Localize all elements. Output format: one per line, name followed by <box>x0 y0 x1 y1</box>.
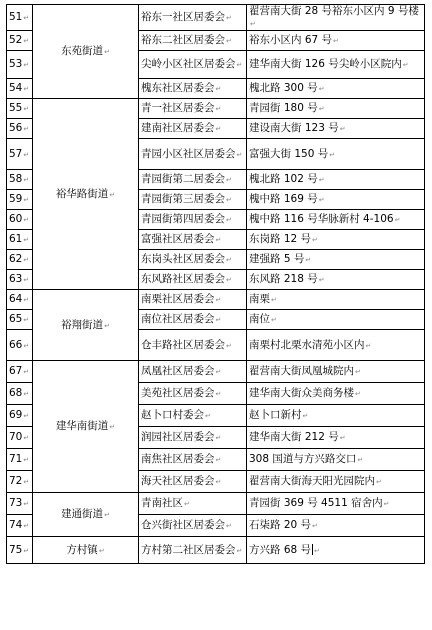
row-number <box>7 383 33 405</box>
paragraph-mark: ↵ <box>23 150 30 159</box>
table-row <box>7 537 425 564</box>
committee-address-text: 翟营南大街凤凰城院内 <box>249 365 354 377</box>
paragraph-mark: ↵ <box>23 196 30 204</box>
row-number-text: 58 <box>9 173 23 185</box>
committee-address-text: 方兴路 68 号 <box>249 543 312 556</box>
paragraph-mark: ↵ <box>333 37 339 45</box>
paragraph-mark: ↵ <box>250 20 256 28</box>
committee-name <box>139 471 247 493</box>
paragraph-mark: ↵ <box>226 176 232 184</box>
paragraph-mark: ↵ <box>314 546 320 555</box>
row-number <box>7 230 33 250</box>
paragraph-mark: ↵ <box>23 412 30 420</box>
row-number <box>7 493 33 515</box>
committee-address <box>247 139 425 170</box>
committee-address-text: 东风路 218 号 <box>249 273 318 285</box>
committee-address-text: 槐北路 102 号 <box>249 173 318 185</box>
paragraph-mark: ↵ <box>236 61 243 69</box>
street-name-text: 建华南街道 <box>55 420 109 432</box>
paragraph-mark: ↵ <box>376 478 382 486</box>
paragraph-mark: ↵ <box>302 412 309 420</box>
committee-address <box>247 270 425 290</box>
paragraph-mark: ↵ <box>23 105 30 113</box>
paragraph-mark: ↵ <box>23 390 30 398</box>
text-cursor <box>312 544 313 555</box>
row-number-text: 72 <box>9 475 23 487</box>
committee-name <box>139 449 247 471</box>
committee-name <box>139 270 247 290</box>
row-number <box>7 5 33 31</box>
table-row <box>7 5 425 31</box>
committee-name <box>139 427 247 449</box>
row-number-text: 73 <box>9 497 23 509</box>
committee-name <box>139 230 247 250</box>
paragraph-mark: ↵ <box>205 412 211 420</box>
paragraph-mark: ↵ <box>104 48 110 56</box>
committee-address <box>247 99 425 119</box>
paragraph-mark: ↵ <box>109 190 116 199</box>
committee-name <box>139 79 247 99</box>
paragraph-mark: ↵ <box>215 434 222 442</box>
paragraph-mark: ↵ <box>104 511 110 519</box>
table-row <box>7 493 425 515</box>
row-number-text: 55 <box>9 102 23 114</box>
paragraph-mark: ↵ <box>312 236 318 244</box>
street-name <box>33 5 139 99</box>
paragraph-mark: ↵ <box>305 256 312 264</box>
committee-address-text: 翟营南大街 28 号裕东小区内 9 号楼 <box>249 5 419 17</box>
row-number-text: 70 <box>9 431 23 443</box>
paragraph-mark: ↵ <box>215 85 222 93</box>
street-name-text: 建通街道 <box>61 508 104 520</box>
paragraph-mark: ↵ <box>215 390 222 398</box>
committee-address-text: 槐北路 300 号 <box>249 82 318 94</box>
committee-name-text: 建南社区居委会 <box>141 122 215 134</box>
committee-name-text: 赵卜口村委会 <box>141 409 204 421</box>
committee-address <box>247 471 425 493</box>
street-name-text: 裕翔街道 <box>61 318 104 331</box>
row-number <box>7 79 33 99</box>
row-number-text: 74 <box>9 519 23 531</box>
paragraph-mark: ↵ <box>23 256 30 264</box>
committee-name-text: 润园社区居委会 <box>141 431 215 443</box>
paragraph-mark: ↵ <box>23 316 30 324</box>
paragraph-mark: ↵ <box>226 522 232 530</box>
row-number-text: 71 <box>9 453 23 465</box>
committee-name-text: 凤凰社区居委会 <box>141 365 215 377</box>
paragraph-mark: ↵ <box>383 500 390 508</box>
row-number-text: 69 <box>9 409 23 421</box>
paragraph-mark: ↵ <box>318 176 325 184</box>
committee-address <box>247 119 425 139</box>
row-number-text: 67 <box>9 365 23 377</box>
paragraph-mark: ↵ <box>23 368 30 376</box>
paragraph-mark: ↵ <box>236 546 243 555</box>
paragraph-mark: ↵ <box>226 14 232 22</box>
paragraph-mark: ↵ <box>215 478 222 486</box>
committee-address <box>247 230 425 250</box>
paragraph-mark: ↵ <box>312 522 318 530</box>
row-number-text: 61 <box>9 233 23 245</box>
paragraph-mark: ↵ <box>226 216 232 224</box>
committee-address-text: 建华南大街 212 号 <box>249 431 339 443</box>
street-name-text: 裕华路街道 <box>55 187 109 200</box>
committee-name-text: 海天社区居委会 <box>141 475 215 487</box>
committee-address-text: 建强路 5 号 <box>249 253 305 265</box>
row-number <box>7 190 33 210</box>
committee-name <box>139 170 247 190</box>
paragraph-mark: ↵ <box>339 125 346 133</box>
paragraph-mark: ↵ <box>98 546 105 555</box>
street-name <box>33 361 139 493</box>
committee-name <box>139 515 247 537</box>
committee-name <box>139 190 247 210</box>
committee-address-text: 南位 <box>249 313 270 325</box>
committee-name <box>139 31 247 51</box>
row-number-text: 57 <box>9 147 23 160</box>
committee-name <box>139 310 247 330</box>
committee-address-text: 建华南大街众美商务楼 <box>249 387 354 399</box>
committee-address <box>247 79 425 99</box>
committee-name-text: 南位社区居委会 <box>141 313 215 325</box>
row-number <box>7 330 33 361</box>
street-name <box>33 99 139 290</box>
paragraph-mark: ↵ <box>318 276 325 284</box>
committee-name <box>139 405 247 427</box>
committee-address <box>247 5 425 31</box>
row-number-text: 65 <box>9 313 23 325</box>
row-number-text: 64 <box>9 293 23 305</box>
row-number <box>7 405 33 427</box>
paragraph-mark: ↵ <box>357 456 364 464</box>
row-number-text: 52 <box>9 34 23 46</box>
row-number-text: 63 <box>9 273 23 285</box>
table-row <box>7 99 425 119</box>
paragraph-mark: ↵ <box>365 341 372 350</box>
paragraph-mark: ↵ <box>23 236 30 244</box>
committee-address-text: 赵卜口新村 <box>249 409 302 421</box>
paragraph-mark: ↵ <box>23 500 30 508</box>
street-name-text: 东苑街道 <box>61 45 104 57</box>
committee-address <box>247 515 425 537</box>
paragraph-mark: ↵ <box>23 176 30 184</box>
row-number <box>7 310 33 330</box>
committee-name-text: 南栗社区居委会 <box>141 293 215 305</box>
committee-address-text: 石柒路 20 号 <box>249 519 312 531</box>
row-number <box>7 537 33 564</box>
committee-name-text: 东岗头社区居委会 <box>141 253 225 265</box>
paragraph-mark: ↵ <box>402 61 409 69</box>
paragraph-mark: ↵ <box>23 546 30 555</box>
paragraph-mark: ↵ <box>23 85 30 93</box>
paragraph-mark: ↵ <box>23 296 30 304</box>
committee-name-text: 青园小区社区居委会 <box>141 147 236 160</box>
paragraph-mark: ↵ <box>23 522 30 530</box>
committee-address-text: 青园街 180 号 <box>249 102 318 114</box>
committee-address <box>247 51 425 79</box>
committee-name-text: 青一社区居委会 <box>141 102 215 114</box>
row-number <box>7 361 33 383</box>
row-number <box>7 139 33 170</box>
paragraph-mark: ↵ <box>226 276 232 284</box>
row-number-text: 62 <box>9 253 23 265</box>
committee-address <box>247 493 425 515</box>
committee-name <box>139 493 247 515</box>
paragraph-mark: ↵ <box>23 61 30 69</box>
committee-address <box>247 537 425 564</box>
committee-name <box>139 51 247 79</box>
committee-address <box>247 427 425 449</box>
row-number <box>7 119 33 139</box>
table-row <box>7 361 425 383</box>
row-number <box>7 515 33 537</box>
paragraph-mark: ↵ <box>394 216 401 224</box>
committee-name <box>139 250 247 270</box>
paragraph-mark: ↵ <box>23 478 30 486</box>
committee-address-text: 青园街 369 号 4511 宿舍内 <box>249 497 383 509</box>
committee-name-text: 青园街第四居委会 <box>141 213 225 225</box>
row-number-text: 66 <box>9 338 23 351</box>
committee-name-text: 美苑社区居委会 <box>141 387 215 399</box>
committee-name-text: 裕东一社区居委会 <box>141 11 225 23</box>
committee-name-text: 方村第二社区居委会 <box>141 543 236 556</box>
committee-address-text: 翟营南大街海天阳光园院内 <box>249 475 375 487</box>
paragraph-mark: ↵ <box>271 316 277 324</box>
row-number <box>7 290 33 310</box>
row-number <box>7 270 33 290</box>
paragraph-mark: ↵ <box>271 296 277 304</box>
committee-name <box>139 99 247 119</box>
committee-address <box>247 405 425 427</box>
row-number-text: 68 <box>9 387 23 399</box>
paragraph-mark: ↵ <box>215 296 222 304</box>
committee-name <box>139 5 247 31</box>
paragraph-mark: ↵ <box>236 150 243 159</box>
row-number-text: 56 <box>9 122 23 134</box>
paragraph-mark: ↵ <box>339 434 346 442</box>
committee-address <box>247 250 425 270</box>
paragraph-mark: ↵ <box>104 321 110 330</box>
paragraph-mark: ↵ <box>215 125 222 133</box>
committee-address-text: 308 国道与方兴路交口 <box>249 453 357 465</box>
table-row <box>7 290 425 310</box>
paragraph-mark: ↵ <box>23 14 30 22</box>
committee-address-text: 东岗路 12 号 <box>249 233 312 245</box>
committee-name <box>139 537 247 564</box>
paragraph-mark: ↵ <box>226 196 232 204</box>
row-number <box>7 170 33 190</box>
row-number <box>7 250 33 270</box>
street-name <box>33 290 139 361</box>
community-committee-table <box>6 4 425 564</box>
paragraph-mark: ↵ <box>226 256 232 264</box>
committee-name-text: 青园街第三居委会 <box>141 193 225 205</box>
paragraph-mark: ↵ <box>318 196 325 204</box>
paragraph-mark: ↵ <box>355 368 361 376</box>
paragraph-mark: ↵ <box>23 216 30 224</box>
paragraph-mark: ↵ <box>109 423 116 431</box>
committee-name-text: 南焦社区居委会 <box>141 453 215 465</box>
committee-name <box>139 210 247 230</box>
committee-address <box>247 190 425 210</box>
street-name <box>33 537 139 564</box>
committee-name <box>139 383 247 405</box>
street-name-text: 方村镇 <box>66 543 98 556</box>
committee-name <box>139 119 247 139</box>
paragraph-mark: ↵ <box>23 37 30 45</box>
paragraph-mark: ↵ <box>329 150 336 159</box>
paragraph-mark: ↵ <box>184 500 190 508</box>
row-number-text: 54 <box>9 82 23 94</box>
committee-address <box>247 170 425 190</box>
row-number <box>7 471 33 493</box>
committee-name <box>139 330 247 361</box>
paragraph-mark: ↵ <box>215 316 222 324</box>
paragraph-mark: ↵ <box>215 105 222 113</box>
paragraph-mark: ↵ <box>215 456 222 464</box>
row-number <box>7 427 33 449</box>
committee-address-text: 富强大街 150 号 <box>249 147 329 160</box>
committee-name-text: 尖岭小区社区居委会 <box>141 58 236 70</box>
paragraph-mark: ↵ <box>318 105 325 113</box>
committee-address <box>247 31 425 51</box>
row-number <box>7 99 33 119</box>
committee-address <box>247 361 425 383</box>
paragraph-mark: ↵ <box>226 37 232 45</box>
committee-name-text: 富强社区居委会 <box>141 233 215 245</box>
paragraph-mark: ↵ <box>215 368 222 376</box>
committee-address-text: 槐中路 169 号 <box>249 193 318 205</box>
committee-address <box>247 290 425 310</box>
committee-address-text: 槐中路 116 号华脉新村 4-106 <box>249 213 394 225</box>
committee-address <box>247 310 425 330</box>
committee-address-text: 建设南大街 123 号 <box>249 122 339 134</box>
paragraph-mark: ↵ <box>226 341 232 350</box>
row-number-text: 53 <box>9 58 23 70</box>
row-number-text: 60 <box>9 213 23 225</box>
committee-name-text: 仓丰路社区居委会 <box>141 338 225 351</box>
committee-address-text: 南栗 <box>249 293 270 305</box>
committee-name-text: 青园街第二居委会 <box>141 173 225 185</box>
committee-name-text: 东风路社区居委会 <box>141 273 225 285</box>
paragraph-mark: ↵ <box>23 276 30 284</box>
row-number-text: 59 <box>9 193 23 205</box>
row-number <box>7 51 33 79</box>
committee-address-text: 裕东小区内 67 号 <box>249 34 333 46</box>
committee-name <box>139 290 247 310</box>
paragraph-mark: ↵ <box>23 434 30 442</box>
committee-address-text: 南栗村北栗水清苑小区内 <box>249 338 365 351</box>
committee-address <box>247 330 425 361</box>
paragraph-mark: ↵ <box>23 125 30 133</box>
row-number <box>7 449 33 471</box>
committee-name <box>139 361 247 383</box>
committee-address-text: 建华南大街 126 号尖岭小区院内 <box>249 58 402 70</box>
row-number <box>7 210 33 230</box>
committee-name-text: 槐东社区居委会 <box>141 82 215 94</box>
committee-name-text: 青南社区 <box>141 497 183 509</box>
committee-name-text: 裕东二社区居委会 <box>141 34 225 46</box>
committee-name-text: 仓兴街社区居委会 <box>141 519 225 531</box>
committee-name <box>139 139 247 170</box>
committee-address <box>247 449 425 471</box>
committee-address <box>247 383 425 405</box>
paragraph-mark: ↵ <box>355 390 361 398</box>
paragraph-mark: ↵ <box>23 341 30 350</box>
table-body <box>7 5 425 564</box>
paragraph-mark: ↵ <box>318 85 325 93</box>
paragraph-mark: ↵ <box>23 456 30 464</box>
row-number <box>7 31 33 51</box>
paragraph-mark: ↵ <box>215 236 222 244</box>
row-number-text: 51 <box>9 11 23 23</box>
committee-address <box>247 210 425 230</box>
row-number-text: 75 <box>9 543 23 556</box>
street-name <box>33 493 139 537</box>
